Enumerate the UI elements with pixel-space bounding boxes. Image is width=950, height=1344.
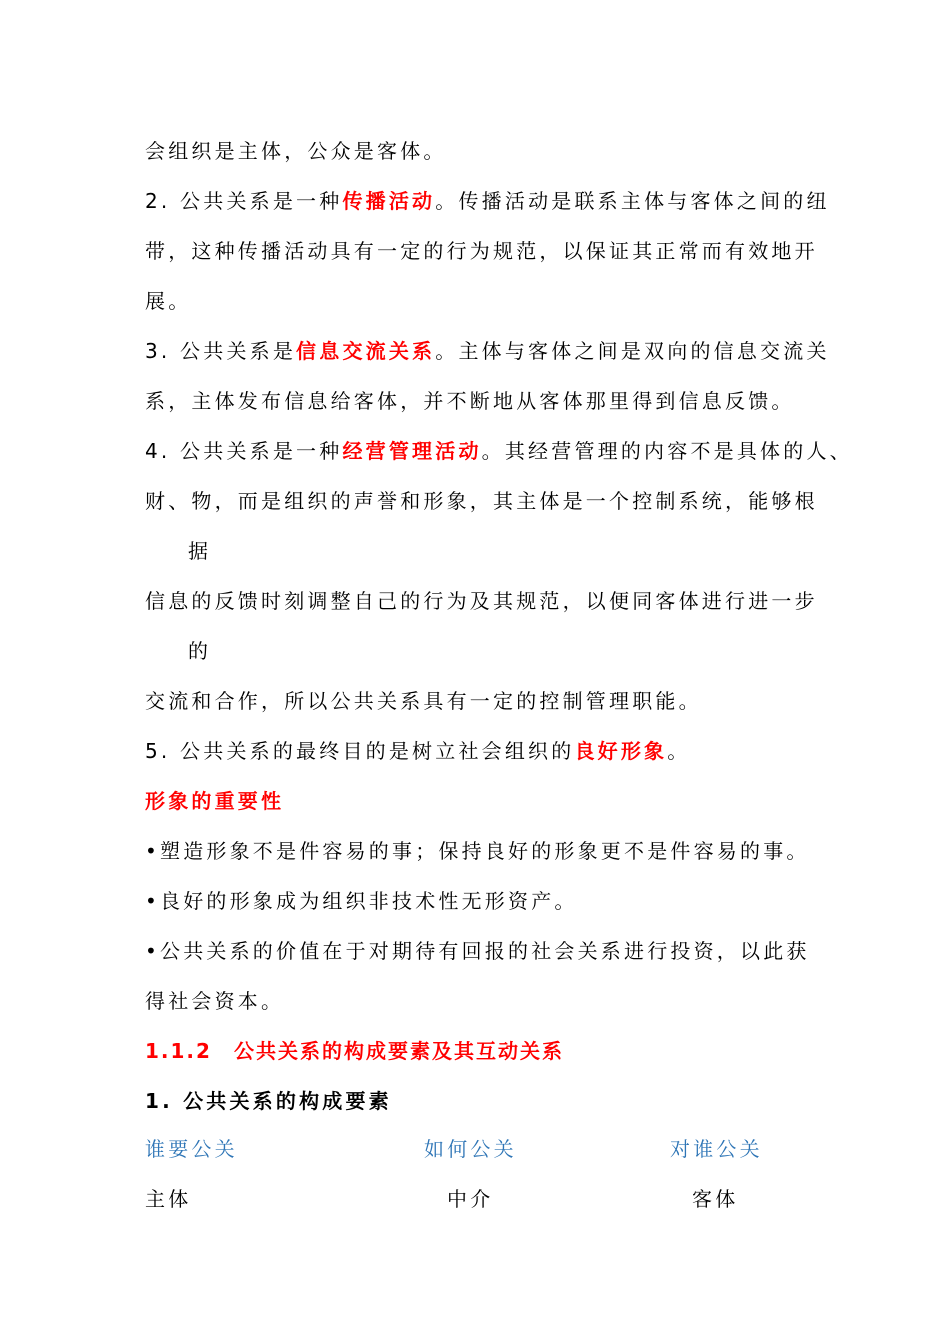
paragraph-text: 信息的反馈时刻调整自己的行为及其规范，以便同客体进行进一步	[145, 589, 818, 613]
paragraph-text: 。主体与客体之间是双向的信息交流关	[435, 339, 830, 363]
paragraph-2	[145, 187, 830, 215]
bullet-item: •塑造形象不是件容易的事；保持良好的形象更不是件容易的事。	[145, 839, 810, 863]
paragraph-4	[145, 437, 853, 465]
paragraph-text: 2. 公共关系是一种	[145, 189, 343, 213]
bullet-item: •公共关系的价值在于对期待有回报的社会关系进行投资，以此获	[145, 939, 810, 963]
section-heading: 1.1.2 公共关系的构成要素及其互动关系	[145, 1039, 564, 1063]
element-medium: 中介	[447, 1187, 494, 1211]
key-term: 经营管理活动	[342, 439, 482, 463]
element-subject: 主体	[145, 1187, 192, 1211]
paragraph-3-line-2	[145, 387, 795, 415]
paragraph-text: 据	[188, 539, 212, 563]
paragraph-text: 4. 公共关系是一种	[145, 439, 343, 463]
subsection-heading: 1. 公共关系的构成要素	[145, 1089, 392, 1113]
bullet-item-continuation: 得社会资本。	[145, 989, 285, 1013]
paragraph-text: 交流和合作，所以公共关系具有一定的控制管理职能。	[145, 689, 702, 713]
paragraph-text: 财、物，而是组织的声誉和形象，其主体是一个控制系统，能够根	[145, 489, 818, 513]
paragraph-4-line-2	[145, 487, 818, 515]
paragraph-4-line-4	[145, 587, 818, 615]
paragraph-text: 。传播活动是联系主体与客体之间的纽	[435, 189, 830, 213]
paragraph-text: 5. 公共关系的最终目的是树立社会组织的	[145, 739, 575, 763]
paragraph-text: 带，这种传播活动具有一定的行为规范，以保证其正常而有效地开	[145, 239, 818, 263]
question-who-initiates: 谁要公关	[145, 1137, 238, 1161]
paragraph-2-line-3	[145, 287, 191, 315]
paragraph-text: 。	[667, 739, 691, 763]
bullet-item: •良好的形象成为组织非技术性无形资产。	[145, 889, 578, 913]
importance-heading: 形象的重要性	[145, 789, 285, 813]
paragraph-1-tail	[145, 137, 447, 165]
paragraph-text: 展。	[145, 289, 192, 313]
element-object: 客体	[692, 1187, 739, 1211]
paragraph-4-line-3	[188, 537, 211, 565]
paragraph-text: 。其经营管理的内容不是具体的人、	[481, 439, 853, 463]
paragraph-4-line-6	[145, 687, 702, 715]
paragraph-3	[145, 337, 830, 365]
key-term: 传播活动	[342, 189, 436, 213]
paragraph-text: 3. 公共关系是	[145, 339, 297, 363]
paragraph-5	[145, 737, 690, 765]
question-how: 如何公关	[424, 1137, 517, 1161]
key-term: 信息交流关系	[296, 339, 436, 363]
key-term: 良好形象	[574, 739, 668, 763]
question-toward-whom: 对谁公关	[670, 1137, 763, 1161]
paragraph-text: 会组织是主体，公众是客体。	[145, 139, 447, 163]
paragraph-text: 系，主体发布信息给客体，并不断地从客体那里得到信息反馈。	[145, 389, 795, 413]
paragraph-2-line-2	[145, 237, 818, 265]
paragraph-4-line-5	[188, 637, 211, 665]
paragraph-text: 的	[188, 639, 212, 663]
